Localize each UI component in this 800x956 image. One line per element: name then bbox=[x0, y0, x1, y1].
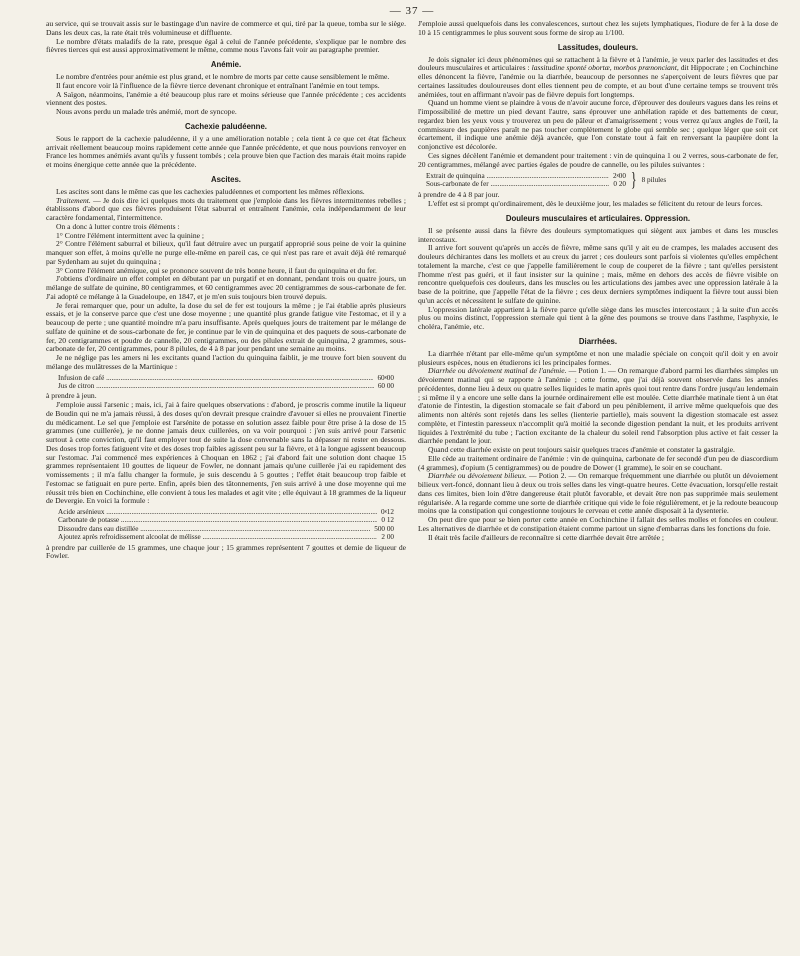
recipe-ingredient: Acide arsénieux ..... bbox=[58, 508, 377, 516]
paragraph: J'emploie aussi quelquefois dans les convalescences, surtout chez les sujets lymphatiques, l'iodure de fer à la dose de 10 à 15 centigrammes le plus souvent sous forme de sirop au 1/100. bbox=[418, 19, 778, 37]
paragraph-potion-2 bbox=[418, 472, 778, 516]
list-item: 1° Contre l'élément intermittent avec la quinine ; bbox=[56, 230, 205, 240]
section-heading-cachexie: Cachexie paludéenne. bbox=[185, 121, 267, 131]
recipe-amount: 60ᵍ00 bbox=[377, 373, 394, 382]
brace-glyph: } bbox=[630, 169, 637, 192]
recipe-ingredient: Ajoutez après refroidissement alcoolat de mélisse ..... bbox=[58, 533, 377, 541]
recipe-ingredient: Infusion de café ..... bbox=[58, 374, 373, 382]
run-in-heading: Diarrhée ou dévoiement bilieux. bbox=[428, 471, 527, 481]
paragraph: On a donc à lutter contre trois éléments : bbox=[56, 221, 180, 231]
recipe-ingredient: Carbonate de potasse ..... bbox=[58, 516, 377, 524]
paragraph: Il faut encore voir là l'influence de la fièvre tierce devenant chronique et entraînant l'anémie en tout temps. bbox=[56, 80, 380, 90]
paragraph: Les ascites sont dans le même cas que les cachexies paludéennes et comportent les mêmes réflexions. bbox=[56, 186, 365, 196]
run-in-heading: Diarrhée ou dévoiement matinal de l'anémie. bbox=[428, 366, 567, 376]
paragraph: Il arrive fort souvent qu'après un accès de fièvre, même sans qu'il y ait eu de crampes, les malades accusent des douleurs déchirantes dans les mollets et au creux du jarret ; ces douleurs sont parfois si violentes qu'elles empêchent totalement la marche, c'est ce que j'appelle familièrement le coup de couperet de la fièvre ; tant qu'elles persistent l'homme n'est pas guéri, et il faut insister sur la quinine ; mais, même en dehors des accès de fièvre visible on rencontre quelquefois ces douleurs, dans les muscles ou les articulations des jambes avec une oppression latérale à la base de la poitrine, que j'appelle l'état de la fièvre ; ces deux derniers symptômes indiquent la fièvre tout aussi bien qu'un accès et nécessitent le sulfate de quinine. bbox=[418, 243, 778, 305]
paragraph: La diarrhée n'étant par elle-même qu'un symptôme et non une maladie spéciale on conçoit qu'il doit y en avoir plusieurs espèces, nous en étudierons ici les principales formes. bbox=[418, 348, 778, 367]
recipe-row bbox=[426, 172, 626, 180]
paragraph: Quand cette diarrhée existe on peut toujours saisir quelques traces d'anémie et constater la gastralgie. bbox=[428, 445, 735, 454]
recipe-row bbox=[58, 374, 394, 382]
paragraph: A Saïgon, néanmoins, l'anémie a été beaucoup plus rare et moins sérieuse que l'année précédente ; ces accidents viennent des postes. bbox=[46, 89, 406, 108]
right-column bbox=[418, 20, 778, 561]
recipe-row bbox=[58, 533, 394, 541]
recipe-row bbox=[426, 180, 626, 188]
paragraph: On peut dire que pour se bien porter cette année en Cochinchine il fallait des selles molles et foncées en couleur. Les alternatives de diarrhée et de constipation étaient comme partout un signe d'embarras dans les fonctions du foie. bbox=[418, 515, 778, 533]
paragraph: Je ne néglige pas les amers ni les excitants quand l'action du quinquina faiblit, je me trouve fort bien souvent du mélange des mulâtresses de la Martinique : bbox=[46, 353, 406, 371]
recipe-amount: 2ᵍ00 bbox=[613, 171, 626, 180]
paragraph: L'effet est si prompt qu'ordinairement, dès le deuxième jour, les malades se félicitent du retour de leurs forces. bbox=[428, 199, 763, 208]
paragraph-text: — Potion 1. — On remarque d'abord parmi les diarrhées simples un dévoiement matinal qui se rapporte à l'anémie ; cette forme, que j'ai déjà souvent observée dans les années précédentes, donne lieu à deux ou quatre selles liquides le matin après quoi tout rentre dans l'ordre jusqu'au lendemain ; si même il y a encore une selle dans la journée ordinairement elle est moulée. Cette diarrhée matinale tient à un état d'atonie de l'intestin, la digestion stomacale se fait d'abord un peu péniblement, il arrive même quelquefois que des aliments non altérés sont rejetés dans les selles (lienterie partielle), mais souvent la digestion stomacale est assez complète, et l'intestin paresseux n'accomplit qu'à moitié la seconde digestion pendant la nuit, et les produits arrivent liquides à l'extrémité du tube ; l'action excitante de la chaleur du soleil rend l'absorption plus active et fait cesser la diarrhée pendant le jour. bbox=[418, 366, 778, 446]
recipe-row bbox=[58, 508, 394, 516]
paragraph-text: dit Hippocrate ; en Cochinchine elles dénoncent la fièvre, l'anémie ou la diarrhée, beaucoup de personnes ne s'aperçoivent de leurs fièvres que par certaines lassitudes douloureuses dont elles tiennent peu de compte, et au bout d'une certaine temps se trouvent très anémiées, tout en affirmant n'avoir pas de fièvre depuis fort longtemps. bbox=[418, 63, 778, 99]
paragraph: Elle cède au traitement ordinaire de l'anémie : vin de quinquina, carbonate de fer secondé d'un peu de diascordium (4 grammes), d'opium (5 centigrammes) ou de poudre de Dower (1 gramme), le soir en se couchant. bbox=[418, 453, 778, 472]
section-heading-douleurs: Douleurs musculaires et articulaires. Oppression. bbox=[505, 213, 691, 223]
recipe-amount: 0ᵍ12 bbox=[381, 508, 394, 517]
two-column-body bbox=[46, 20, 778, 561]
paragraph: à prendre à jeun. bbox=[46, 391, 97, 401]
paragraph: Quand un homme vient se plaindre à vous de n'avoir aucune force, d'éprouver des douleurs vagues dans les reins et l'impossibilité de mettre un pied devant l'autre, sans éprouver une anhélation rapide et des battements de cœur, regardez bien les yeux vous y trouverez un peu de pâleur et d'amaigrissement ; vous verrez qu'aux angles de l'œil, la commissure des paupières paraît ne pas toucher complètement le globe qui semble sec ; quelque léger que soit cet écartement, il indique une anémie déjà avancée, que l'on constate tout à fait en renversant la paupière dont la conjonctive est décolorée. bbox=[418, 98, 778, 151]
recipe-row bbox=[58, 516, 394, 524]
pill-recipe bbox=[426, 169, 778, 192]
paragraph: Il était très facile d'ailleurs de reconnaître si cette diarrhée devait être arrêtée ; bbox=[428, 532, 665, 542]
paragraph bbox=[418, 56, 778, 100]
paragraph: J'emploie aussi l'arsenic ; mais, ici, j'ai à faire quelques observations : d'abord, je proscris comme inutile la liqueur de Boudin qui ne m'a jamais réussi, à des doses qu'on devrait presque craindre d'avouer si elles ne prouvaient l'inertie du médicament. Le sel que j'emploie est l'arsénite de potasse en solution assez faible pour être prise à la dose de 15 grammes (une cuillerée), je ne donne jamais deux cuillerées, on va voir pourquoi : j'en suis arrivé pour l'arsenic surtout à cette conviction, qu'il faut employer tout de suite la dose convenable sans la dépasser ni rester en dessous. Des doses trop fortes fatiguent vite et des doses trop faibles agissent peu sur la fièvre, et à la longue agissent beaucoup sur l'estomac. J'ai commencé mes expériences à Choquan en 1862 ; j'ai d'abord fait une solution dont chaque 15 grammes représentaient 10 gouttes de liqueur de Fowler, ne donnant jamais qu'une cuillerée j'ai eu rapidement des vomissements ; il m'a fallu changer la formule, je suis descendu à 5 gouttes ; l'effet était beaucoup trop faible et l'estomac se fatiguait en pure perte. Enfin, après bien des tâtonnements, j'en suis arrivé à une dose moyenne qui me réussit très bien en Cochinchine, elle convient à tous les malades et agit vite ; elle équivaut à 18 grammes de la liqueur de Devergie. En voici la formule : bbox=[46, 400, 406, 506]
left-column bbox=[46, 20, 406, 561]
section-heading-anemie: Anémie. bbox=[210, 60, 242, 69]
paragraph: J'obtiens d'ordinaire un effet complet en débutant par un purgatif et en donnant, pendant trois ou quatre jours, un mélange de sulfate de quinine, 80 centigrammes, et 60 centigrammes avec 20 centigrammes de sous-carbonate de fer. J'ai adopté ce mélange à la Guadeloupe, en 1847, et je m'en suis toujours bien trouvé depuis. bbox=[46, 274, 406, 301]
recipe-ingredient: Extrait de quinquina ..... bbox=[426, 172, 609, 180]
recipe-ingredient: Jus de citron ..... bbox=[58, 382, 374, 390]
paragraph: au service, qui se trouvait assis sur le bastingage d'un navire de commerce et qui, tiré par la queue, tomba sur le siège. Dans les deux cas, la rate était très volumineuse et diffluente. bbox=[46, 19, 406, 37]
paragraph: Il se présente aussi dans la fièvre des douleurs symptomatiques qui siègent aux jambes et dans les muscles intercostaux. bbox=[418, 225, 778, 244]
recipe-table-arsenic bbox=[58, 508, 394, 542]
paragraph: Nous avons perdu un malade très anémié, mort de syncope. bbox=[56, 107, 237, 116]
paragraph-potion-1 bbox=[418, 367, 778, 446]
run-in-heading: Traitement. bbox=[56, 195, 91, 205]
paragraph-text: — Je dois dire ici quelques mots du traitement que j'emploie dans les fièvres intermittentes rebelles ; établissons d'abord que ces fièvres produisent l'état saburral et entraînent l'anémie, cela indépendamment de leur caractère fondamental, l'intermittence. bbox=[46, 195, 406, 222]
pill-recipe-rows bbox=[426, 172, 626, 189]
recipe-amount: 0 12 bbox=[381, 516, 394, 525]
recipe-amount: 500 00 bbox=[374, 524, 394, 533]
paragraph: à prendre de 4 à 8 par jour. bbox=[418, 190, 500, 200]
pill-count: 8 pilules bbox=[641, 175, 667, 184]
recipe-amount: 60 00 bbox=[377, 381, 394, 390]
recipe-amount: 2 00 bbox=[381, 533, 394, 542]
recipe-ingredient: Dissoudre dans eau distillée ..... bbox=[58, 525, 370, 533]
recipe-row bbox=[58, 382, 394, 390]
paragraph: Je ferai remarquer que, pour un adulte, la dose du sel de fer est toujours la même ; je l'ai établie après plusieurs essais, et je la conserve parce que c'est une dose moyenne ; une quantité plus grande fatigue vite l'estomac, et il y a beaucoup de perte ; une quantité moindre m'a paru insuffisante. Après quelques jours de traitement par le mélange de sulfate de quinine et de sous-carbonate de fer, je continue par le vin de quinquina et des paquets de sous-carbonate de fer, 20 centigrammes et poudre de cannelle, 20 centigrammes, ou des pilules extrait de quinquina, 2 grammes, sous-carbonate de fer, 20 centigrammes, pour 8 pilules, de 4 à 8 par jour pendant une semaine au moins. bbox=[46, 300, 406, 354]
paragraph: Le nombre d'états maladifs de la rate, presque égal à celui de l'année précédente, s'explique par le nombre des fièvres tierces qui est aussi approximativement le même, comme nous l'avons fait voir au paragraphe premier. bbox=[46, 36, 406, 55]
paragraph: Sous le rapport de la cachexie paludéenne, il y a une amélioration notable ; cela tient à ce que cet état fâcheux arrivait réellement beaucoup moins rapidement cette année que l'année précédente, et que nous pouvions renvoyer en France les hommes anémiés avant qu'ils y fussent tombés ; cela prouve bien que l'action des marais était moins rapide et moins énergique cette année que la précédente. bbox=[46, 133, 406, 169]
list-item: 3° Contre l'élément anémique, qui se prononce souvent de très bonne heure, il faut du quinquina et du fer. bbox=[56, 265, 377, 275]
section-heading-lassitudes: Lassitudes, douleurs. bbox=[557, 42, 639, 52]
section-heading-diarrhees: Diarrhées. bbox=[578, 336, 618, 346]
recipe-table-cafe bbox=[58, 374, 394, 391]
paragraph-traitement bbox=[46, 197, 406, 223]
recipe-amount: 0 20 bbox=[613, 180, 626, 189]
paragraph: à prendre par cuillerée de 15 grammes, une chaque jour ; 15 grammes représentent 7 gouttes et demie de liqueur de Fowler. bbox=[46, 542, 406, 561]
recipe-ingredient: Sous-carbonate de fer ..... bbox=[426, 180, 609, 188]
recipe-row bbox=[58, 525, 394, 533]
list-item: 2° Contre l'élément saburral et bilieux, qu'il faut détruire avec un purgatif approprié sous peine de voir la quinine manquer son effet, à moins qu'elle ne purge elle-même en pareil cas, ce qui n'est pas rare et avait déjà été remarqué par Sydenham au sujet du quinquina ; bbox=[46, 239, 406, 266]
paragraph-text: — Potion 2. — On remarque fréquemment une diarrhée ou plutôt un dévoiement bilieux vert-foncé, donnant lieu à deux ou trois selles dans les vingt-quatre heures. Cette évacuation, lorsqu'elle restait dans ces limites, bien loin d'être dangereuse était plutôt favorable, et devait être non pas supprimée mais seulement régularisée. A la regarde comme une sorte de diarrhée critique qui vide le foie régulièrement, et je la redoute beaucoup moins que la constipation qui congestionne toujours le cerveau et cette année disposait à la dysenterie. bbox=[418, 471, 778, 516]
paragraph: Le nombre d'entrées pour anémie est plus grand, et le nombre de morts par cette cause sensiblement le même. bbox=[56, 72, 390, 81]
page-number: — 37 — bbox=[389, 5, 435, 17]
paragraph: L'oppression latérale appartient à la fièvre parce qu'elle siège dans les muscles intercostaux ; à la suite d'un accès plus ou moins distinct, l'oppression sternale qui tient à la gêne des poumons se trouve dans l'asthme, l'asphyxie, le choléra, l'anémie, etc. bbox=[418, 304, 778, 331]
paragraph-text: Je dois signaler ici deux phénomènes qui se rattachent à la fièvre et à l'anémie, je veux parler des lassitudes et des douleurs musculaires et articulaires : bbox=[418, 54, 778, 73]
latin-quote: lassitudine sponté obortæ, morbos prænonciant, bbox=[531, 63, 679, 73]
section-heading-ascites: Ascites. bbox=[211, 174, 241, 184]
paragraph: Ces signes décèlent l'anémie et demandent pour traitement : vin de quinquina 1 ou 2 verres, sous-carbonate de fer, 20 centigrammes, mélangé avec parties égales de poudre de cannelle, ou les pilules suivantes : bbox=[418, 150, 778, 169]
